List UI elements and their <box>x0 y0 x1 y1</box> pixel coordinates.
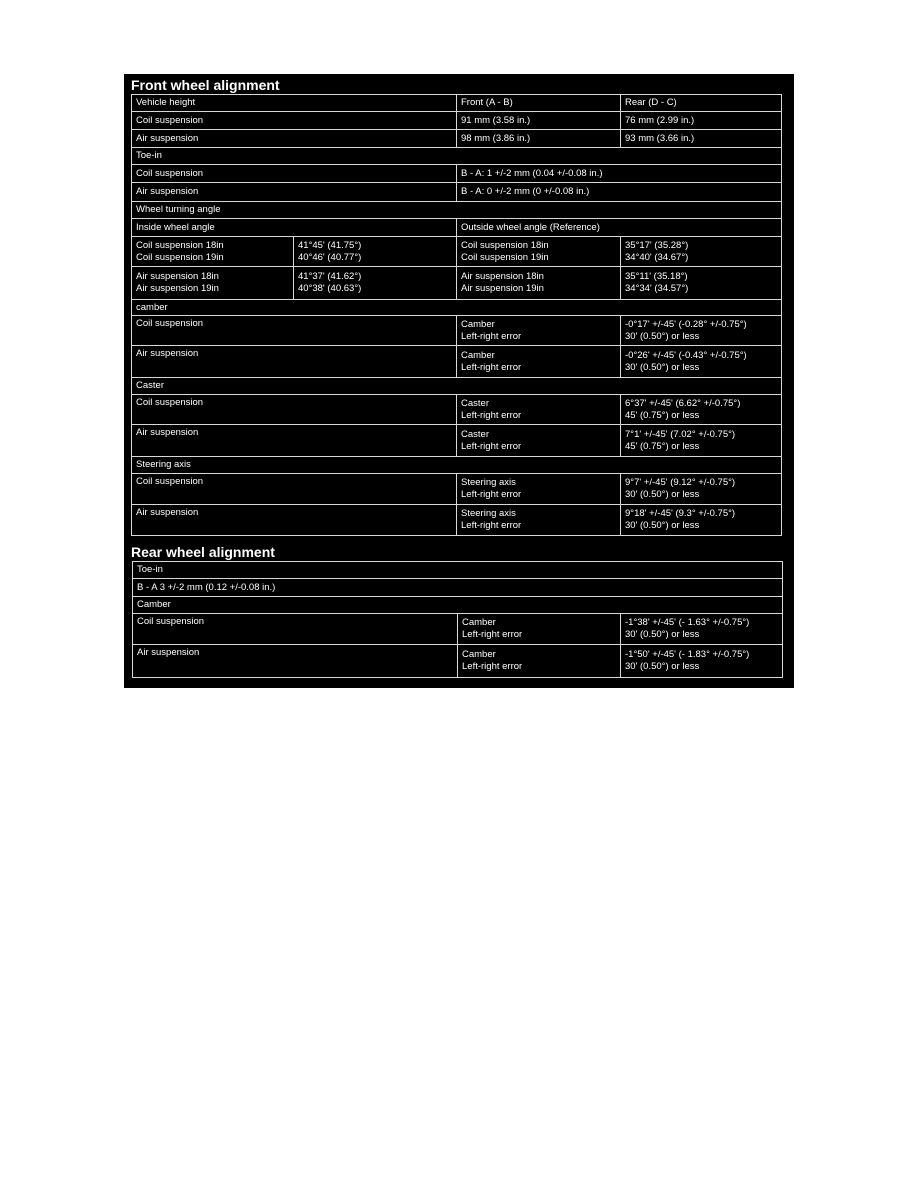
camber-coil-item-camber: Camber <box>461 318 495 330</box>
wta-coil-outside-value-19: 34°40' (34.67°) <box>625 251 689 263</box>
wta-air-outside-label-19: Air suspension 19in <box>461 283 544 294</box>
camber-coil-value-camber: -0°17' +/-45' (-0.28° +/-0.75°) <box>625 318 747 330</box>
vh-coil-label: Coil suspension <box>131 111 457 130</box>
caster-air-value-caster: 7°1' +/-45' (7.02° +/-0.75°) <box>625 428 736 440</box>
wta-coil-inside-label-19: Coil suspension 19in <box>136 251 224 263</box>
front-alignment-title: Front wheel alignment <box>131 77 280 93</box>
wta-coil-inside-values <box>293 236 457 267</box>
rear-camber-coil-items <box>457 613 621 645</box>
caster-air-value-error: 45' (0.75°) or less <box>625 440 700 452</box>
wta-air-outside-value-19: 34°34' (34.57°) <box>625 283 689 294</box>
wta-air-inside-label-18: Air suspension 18in <box>136 271 219 282</box>
steering-coil-label: Coil suspension <box>131 473 457 505</box>
rear-camber-coil-values <box>620 613 783 645</box>
caster-coil-item-caster: Caster <box>461 397 489 409</box>
caster-air-values <box>620 424 782 457</box>
rear-camber-air-item-camber: Camber <box>462 649 496 660</box>
rear-camber-header: Camber <box>132 596 783 614</box>
steering-air-label: Air suspension <box>131 504 457 536</box>
steering-air-value-error: 30' (0.50°) or less <box>625 520 700 531</box>
rear-camber-air-item-error: Left-right error <box>462 661 523 672</box>
steering-air-item-axis: Steering axis <box>461 508 516 519</box>
vh-air-label: Air suspension <box>131 129 457 148</box>
vh-air-rear: 93 mm (3.66 in.) <box>620 129 782 148</box>
camber-air-label: Air suspension <box>131 345 457 378</box>
caster-coil-items <box>456 394 621 425</box>
rear-toe-in-value: B - A 3 +/-2 mm (0.12 +/-0.08 in.) <box>132 578 783 597</box>
rear-camber-air-items <box>457 644 621 678</box>
wta-coil-outside-value-18: 35°17' (35.28°) <box>625 239 689 251</box>
caster-air-items <box>456 424 621 457</box>
caster-air-label: Air suspension <box>131 424 457 457</box>
wheel-turning-angle-header: Wheel turning angle <box>131 201 782 219</box>
rear-header: Rear (D - C) <box>620 94 782 112</box>
caster-coil-label: Coil suspension <box>131 394 457 425</box>
inside-wheel-angle-header: Inside wheel angle <box>131 218 457 237</box>
front-toe-in-header: Toe-in <box>131 147 782 165</box>
toe-air-value: B - A: 0 +/-2 mm (0 +/-0.08 in.) <box>456 182 782 202</box>
camber-coil-items <box>456 315 621 346</box>
rear-camber-coil-value-error: 30' (0.50°) or less <box>625 629 700 640</box>
wta-air-inside-labels <box>131 266 294 300</box>
vehicle-height-header: Vehicle height <box>131 94 457 112</box>
rear-camber-coil-label: Coil suspension <box>132 613 458 645</box>
rear-camber-coil-item-error: Left-right error <box>462 629 523 640</box>
wta-air-inside-value-19: 40°38' (40.63°) <box>298 283 362 294</box>
caster-air-item-error: Left-right error <box>461 440 522 452</box>
steering-coil-value-error: 30' (0.50°) or less <box>625 489 700 500</box>
wta-coil-inside-labels <box>131 236 294 267</box>
wta-coil-inside-label-18: Coil suspension 18in <box>136 239 224 251</box>
front-header: Front (A - B) <box>456 94 621 112</box>
camber-air-value-camber: -0°26' +/-45' (-0.43° +/-0.75°) <box>625 349 747 361</box>
wta-air-outside-value-18: 35°11' (35.18°) <box>625 271 688 282</box>
vh-air-front: 98 mm (3.86 in.) <box>456 129 621 148</box>
camber-coil-values <box>620 315 782 346</box>
rear-camber-coil-value-camber: -1°38' +/-45' (- 1.63° +/-0.75°) <box>625 617 750 628</box>
wta-air-outside-values <box>620 266 782 300</box>
rear-camber-air-label: Air suspension <box>132 644 458 678</box>
caster-coil-item-error: Left-right error <box>461 409 522 421</box>
steering-axis-header: Steering axis <box>131 456 782 474</box>
rear-camber-coil-item-camber: Camber <box>462 617 496 628</box>
wta-air-inside-label-19: Air suspension 19in <box>136 283 219 294</box>
caster-coil-value-error: 45' (0.75°) or less <box>625 409 700 421</box>
camber-air-items <box>456 345 621 378</box>
steering-air-values <box>620 504 782 536</box>
steering-air-items <box>456 504 621 536</box>
steering-coil-values <box>620 473 782 505</box>
front-camber-header: camber <box>131 299 782 316</box>
wta-air-outside-label-18: Air suspension 18in <box>461 271 544 282</box>
vh-coil-rear: 76 mm (2.99 in.) <box>620 111 782 130</box>
camber-air-value-error: 30' (0.50°) or less <box>625 361 700 373</box>
steering-coil-value-axis: 9°7' +/-45' (9.12° +/-0.75°) <box>625 477 736 488</box>
vh-coil-front: 91 mm (3.58 in.) <box>456 111 621 130</box>
wta-coil-outside-label-18: Coil suspension 18in <box>461 239 549 251</box>
caster-coil-value-caster: 6°37' +/-45' (6.62° +/-0.75°) <box>625 397 741 409</box>
toe-air-label: Air suspension <box>131 182 457 202</box>
wta-air-inside-value-18: 41°37' (41.62°) <box>298 271 362 282</box>
steering-coil-item-error: Left-right error <box>461 489 522 500</box>
outside-wheel-angle-header: Outside wheel angle (Reference) <box>456 218 782 237</box>
steering-air-value-axis: 9°18' +/-45' (9.3° +/-0.75°) <box>625 508 736 519</box>
caster-header: Caster <box>131 377 782 395</box>
rear-camber-air-values <box>620 644 783 678</box>
rear-camber-air-value-error: 30' (0.50°) or less <box>625 661 700 672</box>
steering-air-item-error: Left-right error <box>461 520 522 531</box>
rear-camber-air-value-camber: -1°50' +/-45' (- 1.83° +/-0.75°) <box>625 649 750 660</box>
caster-air-item-caster: Caster <box>461 428 489 440</box>
steering-coil-items <box>456 473 621 505</box>
camber-air-item-camber: Camber <box>461 349 495 361</box>
toe-coil-label: Coil suspension <box>131 164 457 183</box>
wta-coil-inside-value-18: 41°45' (41.75°) <box>298 239 362 251</box>
rear-alignment-title: Rear wheel alignment <box>131 544 275 560</box>
alignment-spec-sheet <box>124 74 794 688</box>
toe-coil-value: B - A: 1 +/-2 mm (0.04 +/-0.08 in.) <box>456 164 782 183</box>
wta-coil-outside-label-19: Coil suspension 19in <box>461 251 549 263</box>
wta-coil-inside-value-19: 40°46' (40.77°) <box>298 251 362 263</box>
rear-toe-in-header: Toe-in <box>132 561 783 579</box>
caster-coil-values <box>620 394 782 425</box>
camber-coil-value-error: 30' (0.50°) or less <box>625 330 700 342</box>
wta-air-outside-labels <box>456 266 621 300</box>
steering-coil-item-axis: Steering axis <box>461 477 516 488</box>
wta-coil-outside-labels <box>456 236 621 267</box>
camber-air-item-error: Left-right error <box>461 361 522 373</box>
camber-air-values <box>620 345 782 378</box>
camber-coil-item-error: Left-right error <box>461 330 522 342</box>
camber-coil-label: Coil suspension <box>131 315 457 346</box>
wta-coil-outside-values <box>620 236 782 267</box>
wta-air-inside-values <box>293 266 457 300</box>
